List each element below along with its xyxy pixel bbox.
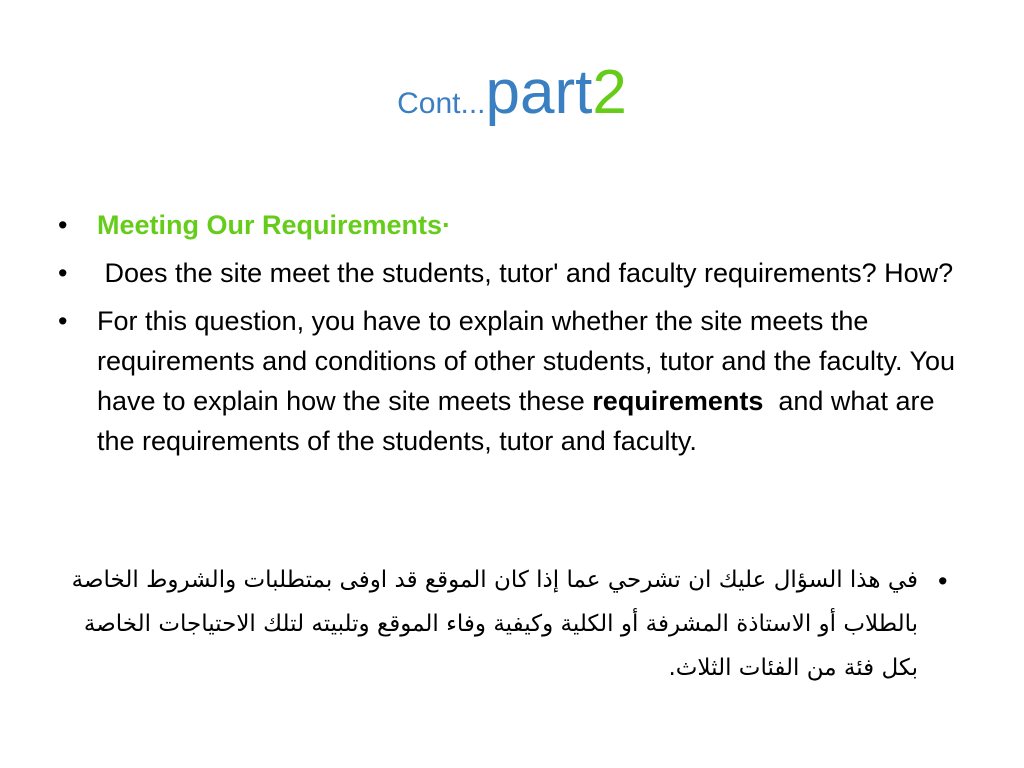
bullet-explanation-text-before: For this question, you have to explain whether the site meets the requirements and conditions of other students, tutor and the faculty. You have to explain how the site meets these	[97, 306, 956, 416]
slide-title	[0, 58, 1024, 127]
bullet-item-heading	[56, 205, 976, 245]
bullet-icon: •	[58, 258, 68, 288]
bullet-explanation-text-after: and what are the requirements of the students, tutor and faculty.	[97, 386, 942, 456]
bullet-explanation-bold: requirements	[592, 386, 764, 416]
bullet-heading-text: Meeting Our Requirements·	[97, 210, 452, 240]
bullet-icon: •	[58, 306, 68, 336]
bullet-list	[56, 205, 976, 469]
title-number: 2	[592, 58, 627, 127]
arabic-paragraph: في هذا السؤال عليك ان تشرحي عما إذا كان الموقع قد اوفى بمتطلبات والشروط الخاصة بالطلاب أو الاستاذة المشرفة أو الكلية وكيفية وفاء الموقع وتلبيته لتلك الاحتياجات الخاصة بكل فئة من الفئات الثلاث.	[71, 567, 918, 681]
title-prefix: Cont...	[397, 87, 486, 120]
arabic-bullet-icon: •	[938, 566, 948, 596]
bullet-icon: •	[58, 210, 68, 240]
title-word: part	[485, 58, 593, 127]
bullet-item-explanation	[56, 301, 976, 461]
bullet-question-text: Does the site meet the students, tutor' and faculty requirements? How?	[97, 258, 954, 288]
bullet-item-question	[56, 253, 976, 293]
